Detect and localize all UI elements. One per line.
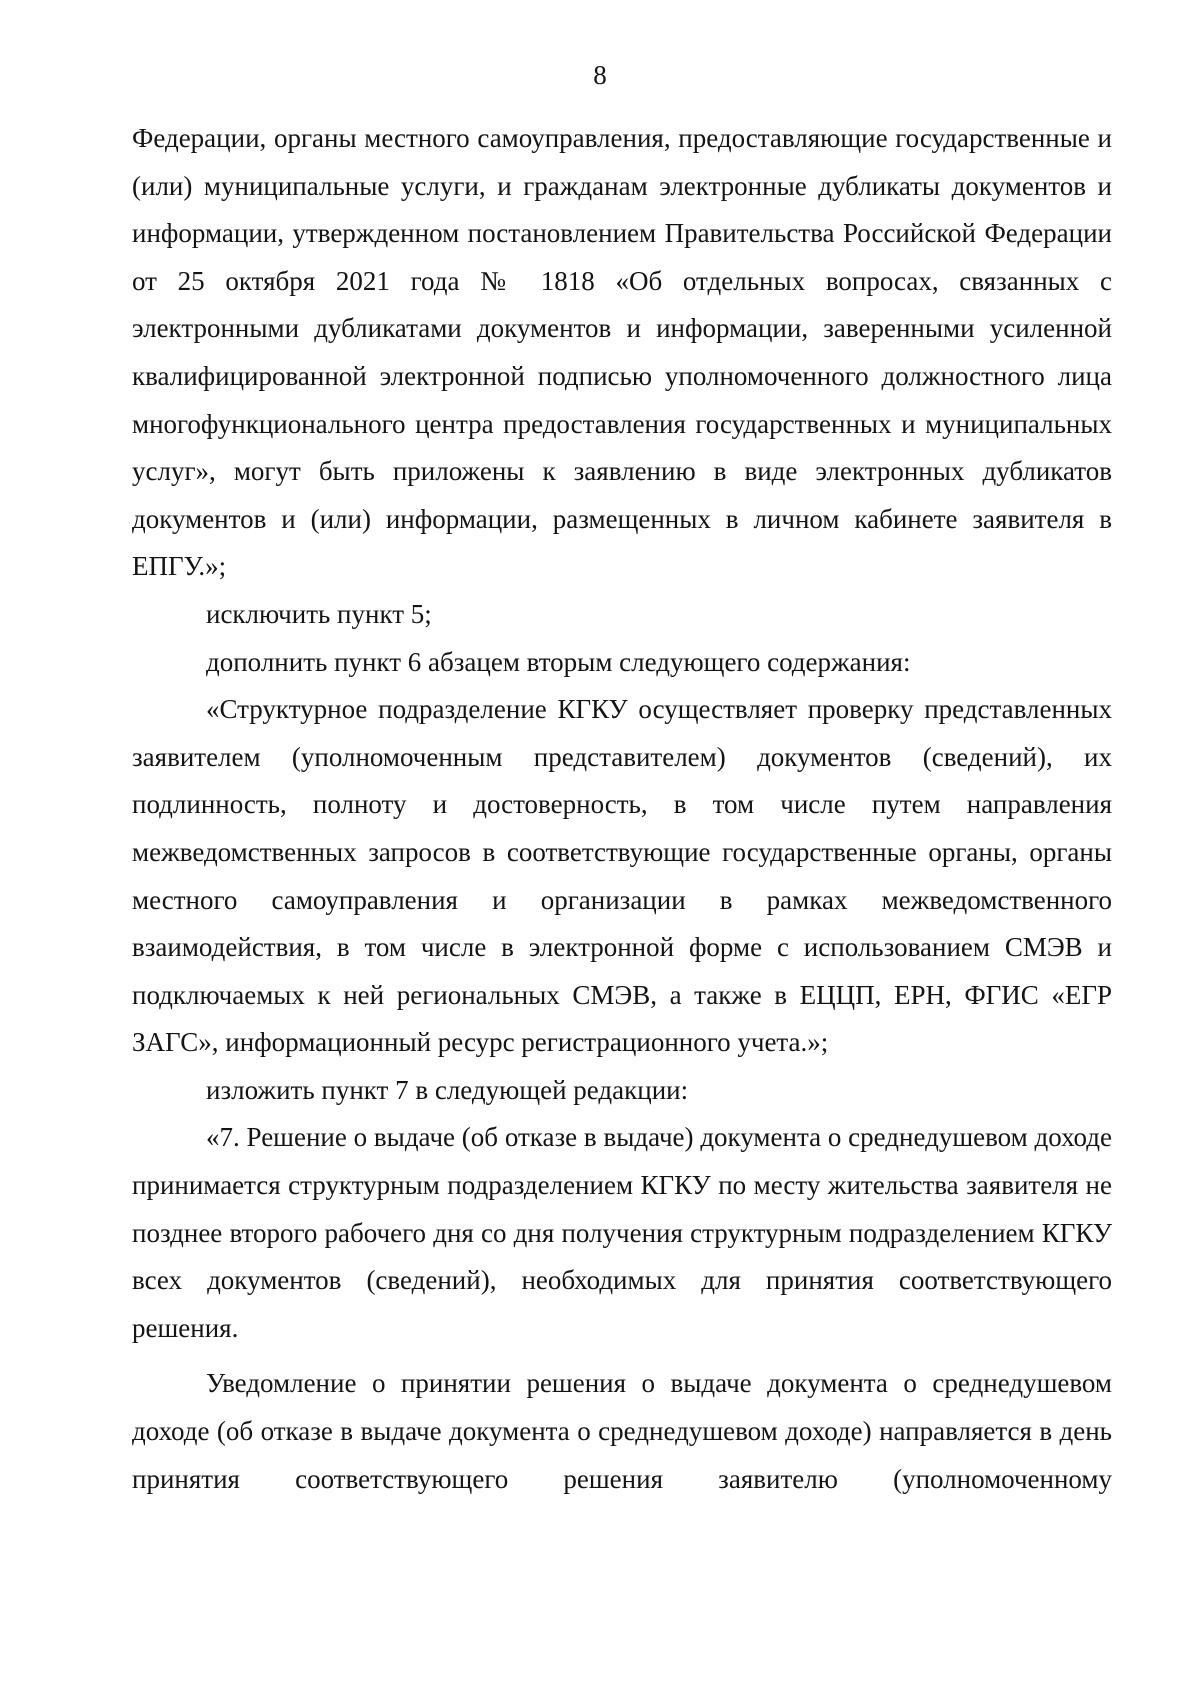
page-number: 8 [593,60,607,90]
paragraph-exclude-item-5: исключить пункт 5; [206,598,432,629]
paragraph-item-7-decision: «7. Решение о выдаче (об отказе в выдаче) документа о среднедушевом доходе принимается структурным подразделением КГКУ по месту жительства заявителя не позднее второго рабочего дня со дня получения структурным подразделением КГКУ всех документов (сведений), необходимых для принятия соответствующего решения. [132,1122,1112,1343]
paragraph-supplement-item-6: дополнить пункт 6 абзацем вторым следующего содержания: [206,646,911,677]
paragraph-restate-item-7: изложить пункт 7 в следующей редакции: [206,1074,689,1105]
paragraph-notification: Уведомление о принятии решения о выдаче документа о среднедушевом доходе (об отказе в выдаче документа о среднедушевом доходе) направляется в день принятия соответствующего решения заявителю (уполномоченному [132,1368,1112,1494]
document-body [132,115,1112,1503]
paragraph-continuation: Федерации, органы местного самоуправления, предоставляющие государственные и (или) муниципальные услуги, и гражданам электронные дубликаты документов и информации, утвержденном постановлением Правительства Российской Федерации от 25 октября 2021 года № 1818 «Об отдельных вопросах, связанных с электронными дубликатами документов и информации, заверенными усиленной квалифицированной электронной подписью уполномоченного должностного лица многофункционального центра предоставления государственных и муниципальных услуг», могут быть приложены к заявлению в виде электронных дубликатов документов и (или) информации, размещенных в личном кабинете заявителя в ЕПГУ.»; [132,123,1112,582]
paragraph-structural-unit-check: «Структурное подразделение КГКУ осуществляет проверку представленных заявителем (уполномоченным представителем) документов (сведений), их подлинность, полноту и достоверность, в том числе путем направления межведомственных запросов в соответствующие государственные органы, органы местного самоуправления и организации в рамках межведомственного взаимодействия, в том числе в электронной форме с использованием СМЭВ и подключаемых к ней региональных СМЭВ, а также в ЕЦЦП, ЕРН, ФГИС «ЕГР ЗАГС», информационный ресурс регистрационного учета.»; [132,694,1112,1058]
